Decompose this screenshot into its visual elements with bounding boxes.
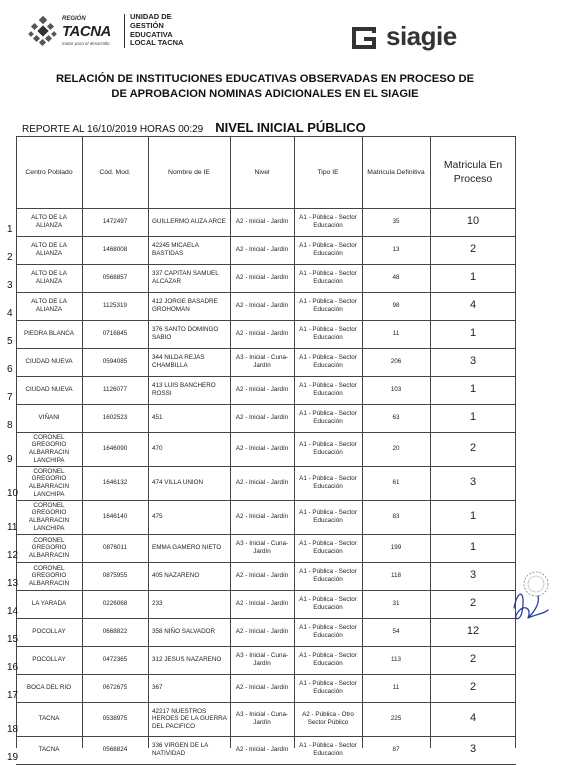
table-cell-def: 113: [390, 656, 402, 664]
region-tacna-logo: [28, 14, 124, 48]
table-cell-centro: CORONEL GREGORIO ALBARRACIN LANCHIPA: [28, 467, 70, 498]
table-cell-proc: 3: [469, 355, 477, 368]
table-cell-centro: BOCA DEL RIO: [26, 684, 72, 692]
table-cell-cod: 1646140: [102, 513, 128, 521]
region-tacna-logo-mark: [28, 16, 58, 46]
table-cell-def: 13: [392, 246, 400, 254]
table-row: [7, 320, 516, 348]
institutions-table: [7, 136, 516, 763]
report-line: [22, 120, 366, 135]
table-cell-cod: 1646090: [102, 445, 128, 453]
table-cell-cod: 0594085: [102, 358, 128, 366]
table-cell-nivel: A2 - Inicial - Jardín: [235, 274, 289, 282]
table-cell-proc: 2: [469, 243, 477, 256]
row-number: 6: [7, 364, 13, 375]
table-cell-centro: CORONEL GREGORIO ALBARRACIN LANCHIPA: [28, 501, 70, 532]
table-cell-nivel: A2 - Inicial - Jardín: [235, 600, 289, 608]
region-label: REGIÓN: [62, 16, 86, 22]
region-tagline: motor para el desarrollo: [62, 41, 110, 46]
table-cell-proc: 1: [469, 411, 477, 424]
title-line: RELACIÓN DE INSTITUCIONES EDUCATIVAS OBSERVADAS EN PROCESO DE: [55, 73, 475, 85]
table-cell-tipo: A1 - Pública - Sector Educación: [299, 270, 357, 285]
table-header-cell: Nombre de IE: [168, 168, 210, 176]
title-line: DE APROBACION NOMINAS ADICIONALES EN EL SIAGIE: [111, 88, 419, 100]
table-row: [7, 702, 516, 736]
table-cell-def: 103: [390, 386, 402, 394]
row-number: 10: [7, 488, 19, 499]
table-cell-tipo: A1 - Pública - Sector Educación: [299, 326, 357, 341]
table-row: [7, 376, 516, 404]
siagie-wordmark: siagie: [386, 21, 457, 51]
table-cell-nivel: A3 - Inicial - Cuna-Jardín: [235, 652, 289, 667]
header-divider: [124, 14, 125, 48]
table-cell-proc: 2: [469, 597, 477, 610]
row-number: 2: [7, 252, 13, 263]
table-row: [7, 208, 516, 236]
table-cell-nivel: A2 - Inicial - Jardín: [235, 386, 289, 394]
table-cell-centro: VIÑANI: [38, 414, 60, 422]
table-cell-cod: 0668822: [102, 628, 128, 636]
table-cell-def: 20: [392, 445, 400, 453]
row-number: 16: [7, 662, 19, 673]
table-header-cell: Cód. Mod.: [99, 168, 131, 176]
table-cell-cod: 0538975: [102, 715, 128, 723]
document-header: [0, 0, 565, 68]
table-cell-proc: 1: [469, 327, 477, 340]
table-cell-proc: 12: [466, 625, 480, 638]
table-cell-nivel: A2 - Inicial - Jardín: [235, 445, 289, 453]
table-row: [7, 736, 516, 764]
table-cell-centro: TACNA: [38, 715, 60, 723]
table-row: [7, 590, 516, 618]
table-row: [7, 562, 516, 590]
table-cell-nivel: A2 - Inicial - Jardín: [235, 513, 289, 521]
table-header-cell: Centro Poblado: [25, 168, 73, 176]
table-row: [7, 292, 516, 320]
table-cell-proc: 4: [469, 299, 477, 312]
table-row: [7, 534, 516, 562]
table-cell-tipo: A1 - Pública - Sector Educación: [299, 680, 357, 695]
row-number: 8: [7, 420, 13, 431]
table-row: [7, 646, 516, 674]
ugel-line: LOCAL TACNA: [130, 38, 184, 48]
table-cell-nivel: A2 - Inicial - Jardín: [235, 218, 289, 226]
table-cell-nombre: 413 LUIS BANCHERO ROSSI: [152, 382, 216, 397]
table-cell-tipo: A1 - Pública - Sector Educación: [299, 509, 357, 524]
table-row: [7, 674, 516, 702]
table-cell-def: 63: [392, 414, 400, 422]
table-header-cell: Tipo IE: [317, 168, 339, 176]
ugel-line: UNIDAD DE: [130, 12, 172, 21]
table-cell-tipo: A1 - Pública - Sector Educación: [299, 382, 357, 397]
table-cell-tipo: A1 - Pública - Sector Educación: [299, 298, 357, 313]
table-header-cell: Nivel: [254, 168, 270, 176]
table-cell-def: 35: [392, 218, 400, 226]
table-cell-def: 31: [392, 600, 400, 608]
table-cell-def: 87: [392, 746, 400, 754]
table-cell-nivel: A2 - Inicial - Jardín: [235, 302, 289, 310]
table-cell-nombre: 475: [152, 513, 163, 521]
table-cell-tipo: A1 - Pública - Sector Educación: [299, 624, 357, 639]
table-cell-nombre: 337 CAPITAN SAMUEL ALCAZAR: [152, 270, 219, 285]
table-cell-tipo: A2 - Pública - Otro Sector Público: [302, 711, 354, 726]
table-cell-def: 61: [392, 479, 400, 487]
siagie-logo: [350, 21, 500, 52]
table-cell-tipo: A1 - Pública - Sector Educación: [299, 652, 357, 667]
table-cell-proc: 3: [469, 569, 477, 582]
row-number: 11: [7, 522, 18, 533]
table-cell-nivel: A3 - Inicial - Cuna-Jardín: [235, 354, 289, 369]
table-cell-tipo: A1 - Pública - Sector Educación: [299, 410, 357, 425]
ugel-name: [130, 13, 183, 48]
table-cell-centro: CORONEL GREGORIO ALBARRACIN LANCHIPA: [28, 433, 70, 464]
table-cell-def: 206: [390, 358, 402, 366]
table-cell-nivel: A2 - Inicial - Jardín: [235, 479, 289, 487]
table-cell-nombre: 470: [152, 445, 163, 453]
table-cell-centro: ALTO DE LA ALIANZA: [31, 242, 67, 257]
table-cell-tipo: A1 - Pública - Sector Educación: [299, 354, 357, 369]
table-cell-proc: 3: [469, 743, 477, 756]
table-cell-proc: 10: [466, 215, 480, 228]
row-number: 14: [7, 606, 19, 617]
table-cell-nivel: A2 - Inicial - Jardín: [235, 572, 289, 580]
table-row: [7, 404, 516, 432]
table-cell-centro: CORONEL GREGORIO ALBARRACIN: [28, 536, 70, 559]
row-number: 17: [7, 690, 19, 701]
table-cell-cod: 0568824: [102, 746, 128, 754]
table-cell-tipo: A1 - Pública - Sector Educación: [299, 214, 357, 229]
region-name: TACNA: [62, 23, 111, 40]
row-number: 4: [7, 308, 13, 319]
table-cell-centro: CORONEL GREGORIO ALBARRACIN: [28, 564, 70, 587]
table-cell-nombre: 405 NAZARENO: [152, 572, 200, 580]
siagie-logo-mark: [350, 25, 380, 49]
table-cell-centro: POCOLLAY: [32, 628, 66, 636]
table-row: [7, 264, 516, 292]
table-cell-nivel: A2 - Inicial - Jardín: [235, 746, 289, 754]
table-cell-cod: 0226068: [102, 600, 128, 608]
table-cell-def: 118: [390, 572, 402, 580]
table-cell-nombre: 376 SANTO DOMINGO SABIO: [152, 326, 219, 341]
table-cell-cod: 0672675: [102, 684, 128, 692]
table-row: [7, 236, 516, 264]
document-title: [30, 72, 500, 102]
table-cell-centro: POCOLLAY: [32, 656, 66, 664]
row-number: 7: [7, 392, 13, 403]
table-cell-proc: 4: [469, 712, 477, 725]
table-cell-nombre: 358 NIÑO SALVADOR: [152, 628, 216, 636]
table-cell-def: 98: [392, 302, 400, 310]
table-cell-nombre: 451: [152, 414, 163, 422]
table-cell-centro: LA YARADA: [31, 600, 67, 608]
table-row: [7, 432, 516, 466]
table-cell-nivel: A3 - Inicial - Cuna-Jardín: [235, 711, 289, 726]
table-cell-centro: CIUDAD NUEVA: [25, 358, 73, 366]
table-cell-cod: 0568857: [102, 274, 128, 282]
table-cell-nombre: GUILLERMO AUZA ARCE: [152, 218, 226, 226]
report-level: NIVEL INICIAL PÚBLICO: [215, 120, 366, 135]
table-cell-proc: 1: [469, 541, 477, 554]
table-cell-nivel: A3 - Inicial - Cuna-Jardín: [235, 540, 289, 555]
table-cell-proc: 1: [469, 510, 477, 523]
table-cell-def: 199: [390, 544, 402, 552]
row-number: 9: [7, 454, 13, 465]
table-cell-nombre: 312 JESUS NAZARENO: [152, 656, 222, 664]
table-cell-nombre: 336 VIRGEN DE LA NATIVIDAD: [152, 742, 208, 757]
table-cell-tipo: A1 - Pública - Sector Educación: [299, 568, 357, 583]
table-header-cell: Matricula En Proceso: [443, 159, 503, 185]
table-cell-centro: TACNA: [38, 746, 60, 754]
table-cell-cod: 0716845: [102, 330, 128, 338]
table-cell-cod: 1646132: [102, 479, 128, 487]
table-cell-nivel: A2 - Inicial - Jardín: [235, 246, 289, 254]
table-row: [7, 500, 516, 534]
table-cell-nombre: 344 NILDA REJAS CHAMBILLA: [152, 354, 205, 369]
table-cell-tipo: A1 - Pública - Sector Educación: [299, 242, 357, 257]
ugel-line: EDUCATIVA: [130, 29, 173, 39]
table-cell-proc: 1: [469, 271, 477, 284]
signature-stamp-icon: [508, 568, 552, 628]
row-number: 13: [7, 578, 19, 589]
table-cell-def: 11: [392, 330, 400, 338]
table-cell-nombre: 42217 NUESTROS HEROES DE LA GUERRA DEL PACIFICO: [152, 707, 227, 730]
table-cell-centro: ALTO DE LA ALIANZA: [31, 214, 67, 229]
table-cell-centro: CIUDAD NUEVA: [25, 386, 73, 394]
table-cell-def: 225: [390, 715, 402, 723]
row-number: 19: [7, 752, 19, 763]
table-row: [7, 618, 516, 646]
table-cell-centro: ALTO DE LA ALIANZA: [31, 298, 67, 313]
table-cell-proc: 2: [469, 442, 477, 455]
row-number: 18: [7, 724, 19, 735]
table-cell-cod: 0876011: [102, 544, 128, 552]
table-header-cell: Matricula Definitiva: [367, 168, 425, 176]
table-cell-tipo: A1 - Pública - Sector Educación: [299, 540, 357, 555]
table-cell-centro: PIEDRA BLANCA: [23, 330, 75, 338]
table-cell-proc: 1: [469, 383, 477, 396]
table-cell-nombre: 233: [152, 600, 163, 608]
table-row: [7, 466, 516, 500]
table-row: [7, 348, 516, 376]
table-cell-nivel: A2 - Inicial - Jardín: [235, 414, 289, 422]
table-cell-cod: 1472497: [102, 218, 128, 226]
table-cell-proc: 2: [469, 653, 477, 666]
table-cell-def: 83: [392, 513, 400, 521]
report-date: REPORTE AL 16/10/2019 HORAS 00:29: [22, 124, 204, 135]
table-cell-nivel: A2 - Inicial - Jardín: [235, 684, 289, 692]
table-cell-cod: 1468008: [102, 246, 128, 254]
table-cell-cod: 1126077: [102, 386, 128, 394]
table-cell-proc: 2: [469, 681, 477, 694]
table-cell-tipo: A1 - Pública - Sector Educación: [299, 742, 357, 757]
row-number: 1: [7, 224, 13, 235]
table-cell-cod: 0875955: [102, 572, 128, 580]
row-number: 5: [7, 336, 13, 347]
row-number: 15: [7, 634, 19, 645]
table-cell-nombre: 367: [152, 684, 163, 692]
table-cell-cod: 1602523: [102, 414, 128, 422]
table-cell-def: 48: [392, 274, 400, 282]
table-cell-tipo: A1 - Pública - Sector Educación: [299, 596, 357, 611]
table-cell-cod: 1125319: [102, 302, 128, 310]
row-number: 3: [7, 280, 13, 291]
table-cell-nombre: 412 JORGE BASADRE GROHOMAN: [152, 298, 218, 313]
table-cell-def: 54: [392, 628, 400, 636]
table-cell-nombre: 42245 MICAELA BASTIDAS: [152, 242, 199, 257]
row-number: 12: [7, 550, 19, 561]
table-cell-nombre: 474 VILLA UNION: [152, 479, 204, 487]
table-cell-tipo: A1 - Pública - Sector Educación: [299, 441, 357, 456]
table-cell-cod: 0472365: [102, 656, 128, 664]
table-cell-centro: ALTO DE LA ALIANZA: [31, 270, 67, 285]
table-cell-nivel: A2 - Inicial - Jardín: [235, 628, 289, 636]
ugel-line: GESTIÓN: [130, 20, 164, 30]
table-cell-def: 11: [392, 684, 400, 692]
table-cell-proc: 3: [469, 476, 477, 489]
table-cell-tipo: A1 - Pública - Sector Educación: [299, 475, 357, 490]
table-cell-nivel: A2 - Inicial - Jardín: [235, 330, 289, 338]
table-cell-nombre: EMMA GAMERO NIETO: [152, 544, 222, 552]
